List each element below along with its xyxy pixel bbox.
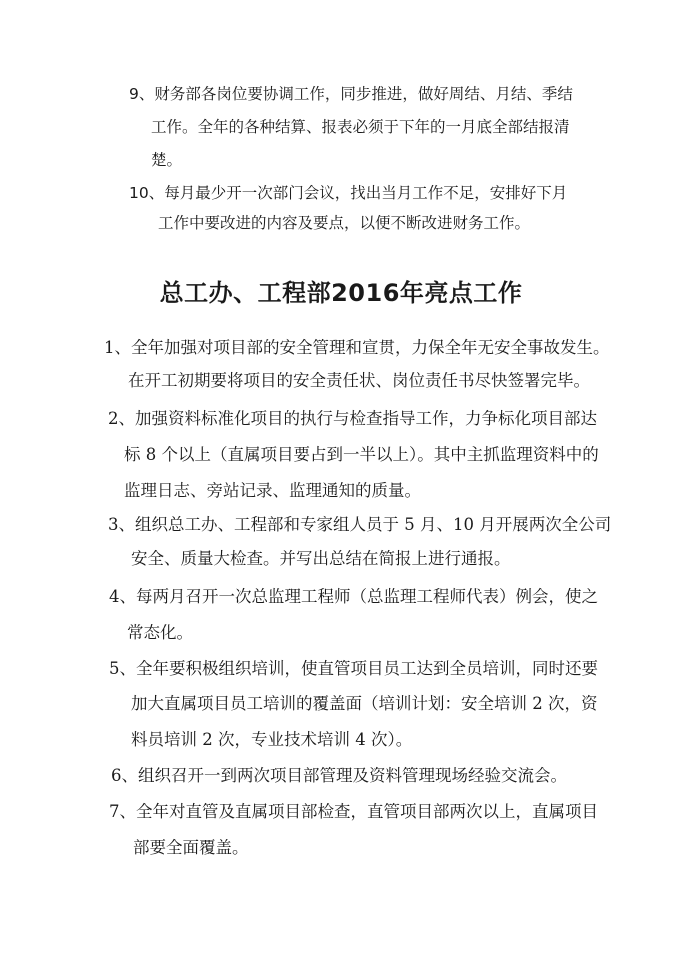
eng-item-7-line-1: 7、全年对直管及直属项目部检查，直管项目部两次以上，直属项目 — [109, 802, 598, 821]
eng-item-5-line-3: 料员培训 2 次，专业技术培训 4 次）。 — [131, 730, 413, 749]
eng-item-4-line-2: 常态化。 — [127, 623, 193, 642]
eng-item-1-line-2: 在开工初期要将项目的安全责任状、岗位责任书尽快签署完毕。 — [128, 371, 590, 390]
item-9-line-2: 工作。全年的各种结算、报表必须于下年的一月底全部结报清 — [151, 118, 570, 136]
item-10-line-1: 10、每月最少开一次部门会议，找出当月工作不足，安排好下月 — [129, 184, 568, 202]
eng-item-7-line-2: 部要全面覆盖。 — [133, 838, 249, 857]
item-9-line-1: 9、财务部各岗位要协调工作，同步推进，做好周结、月结、季结 — [129, 85, 573, 103]
eng-item-2-line-3: 监理日志、旁站记录、监理通知的质量。 — [124, 481, 421, 500]
eng-item-5-line-1: 5、全年要积极组织培训，使直管项目员工达到全员培训，同时还要 — [109, 659, 598, 678]
section-title: 总工办、工程部2016年亮点工作 — [159, 279, 523, 307]
eng-item-2-line-2: 标 8 个以上（直属项目要占到一半以上）。其中主抓监理资料中的 — [124, 445, 599, 464]
item-9-line-3: 楚。 — [151, 151, 183, 169]
eng-item-5-line-2: 加大直属项目员工培训的覆盖面（培训计划：安全培训 2 次，资 — [131, 694, 598, 713]
eng-item-1-line-1: 1、全年加强对项目部的安全管理和宣贯，力保全年无安全事故发生。 — [104, 338, 610, 357]
eng-item-4-line-1: 4、每两月召开一次总监理工程师（总监理工程师代表）例会，使之 — [109, 587, 598, 606]
eng-item-3-line-1: 3、组织总工办、工程部和专家组人员于 5 月、10 月开展两次全公司 — [108, 515, 612, 534]
eng-item-6-line-1: 6、组织召开一到两次项目部管理及资料管理现场经验交流会。 — [111, 766, 567, 785]
eng-item-3-line-2: 安全、质量大检查。并写出总结在简报上进行通报。 — [131, 549, 511, 568]
eng-item-2-line-1: 2、加强资料标准化项目的执行与检查指导工作，力争标化项目部达 — [108, 409, 597, 428]
item-10-line-2: 工作中要改进的内容及要点，以便不断改进财务工作。 — [158, 214, 531, 232]
